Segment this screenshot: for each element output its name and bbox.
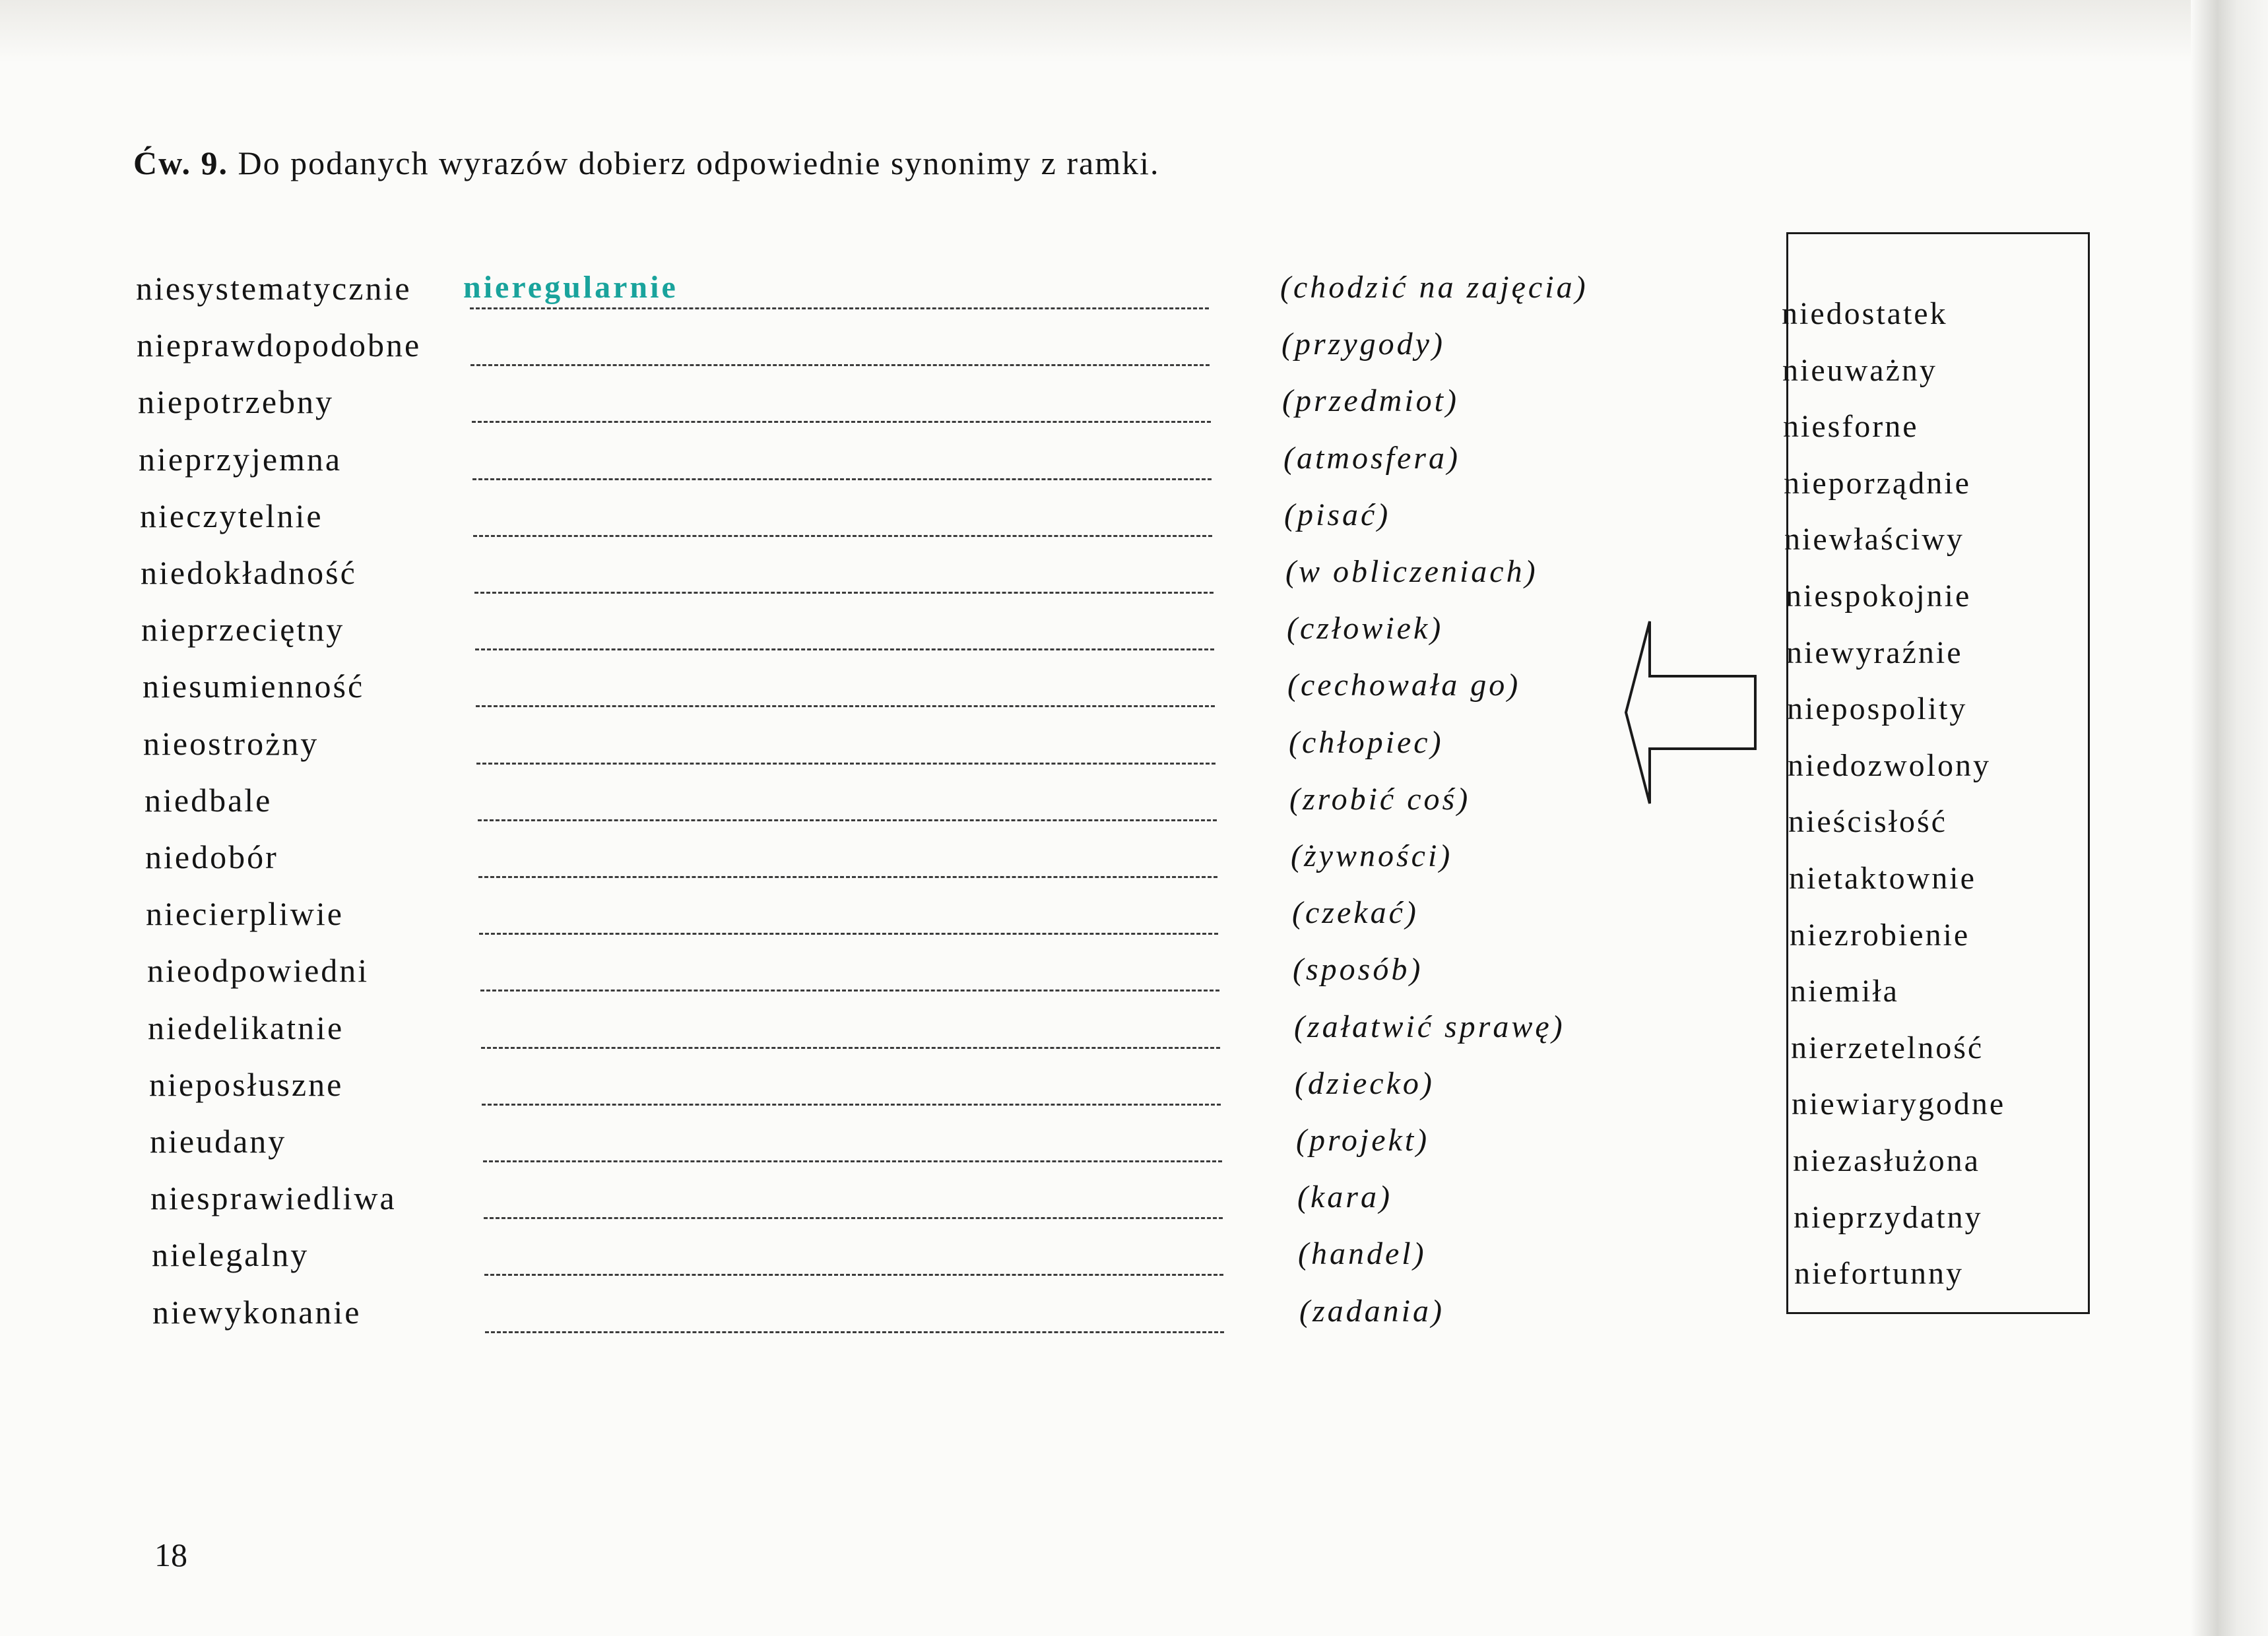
answer-blank[interactable] bbox=[484, 1274, 1223, 1276]
synonym-item: nierzetelność bbox=[1791, 1030, 1984, 1065]
source-word: nieodpowiedni bbox=[147, 952, 370, 989]
source-word: nieposłuszne bbox=[149, 1066, 344, 1103]
exercise-row bbox=[0, 1293, 1716, 1350]
context-hint: (sposób) bbox=[1293, 952, 1423, 987]
source-word: niedbale bbox=[145, 782, 273, 819]
synonym-item: niefortunny bbox=[1794, 1256, 1964, 1291]
answer-blank[interactable] bbox=[481, 1047, 1220, 1049]
scan-binding-shadow bbox=[2191, 0, 2268, 1636]
exercise-row bbox=[0, 1009, 1716, 1065]
source-word: niedelikatnie bbox=[148, 1009, 344, 1046]
source-word: nieprawdopodobne bbox=[137, 327, 422, 363]
context-hint: (człowiek) bbox=[1287, 611, 1444, 646]
answer-text: nieregularnie bbox=[463, 270, 678, 305]
answer-blank[interactable] bbox=[480, 990, 1219, 991]
context-hint: (dziecko) bbox=[1295, 1066, 1435, 1101]
answer-blank[interactable] bbox=[473, 535, 1212, 537]
answer-blank[interactable] bbox=[483, 1160, 1222, 1162]
context-hint: (załatwić sprawę) bbox=[1294, 1009, 1565, 1044]
answer-blank[interactable] bbox=[478, 819, 1217, 821]
context-hint: (atmosfera) bbox=[1283, 441, 1460, 476]
context-hint: (pisać) bbox=[1284, 497, 1391, 532]
context-hint: (kara) bbox=[1297, 1180, 1392, 1214]
context-hint: (handel) bbox=[1298, 1236, 1427, 1271]
exercise-row bbox=[0, 440, 1716, 497]
source-word: niepotrzebny bbox=[138, 383, 335, 420]
exercise-row bbox=[0, 951, 1716, 1008]
answer-blank[interactable] bbox=[479, 933, 1218, 935]
exercise-row bbox=[0, 383, 1716, 439]
synonym-item: niedostatek bbox=[1782, 296, 1948, 331]
synonym-item: niezasłużona bbox=[1793, 1143, 1980, 1178]
answer-blank[interactable] bbox=[475, 648, 1214, 650]
context-hint: (przedmiot) bbox=[1282, 383, 1459, 418]
source-word: niesystematycznie bbox=[136, 270, 412, 307]
exercise-row bbox=[0, 1179, 1716, 1236]
context-hint: (przygody) bbox=[1281, 327, 1445, 362]
source-word: nieudany bbox=[150, 1123, 287, 1160]
answer-blank[interactable] bbox=[472, 421, 1211, 423]
exercise-row bbox=[0, 1065, 1716, 1122]
synonym-item: niezrobienie bbox=[1790, 918, 1970, 953]
answer-blank[interactable] bbox=[485, 1331, 1224, 1333]
synonym-item: nieuważny bbox=[1782, 353, 1937, 388]
synonym-item: niesforne bbox=[1783, 409, 1919, 444]
synonym-item: niepospolity bbox=[1787, 691, 1968, 726]
exercise-row bbox=[0, 838, 1716, 895]
answer-blank[interactable] bbox=[484, 1217, 1223, 1219]
exercise-row bbox=[0, 667, 1716, 724]
source-word: niewykonanie bbox=[152, 1294, 362, 1331]
exercise-instruction: Do podanych wyrazów dobierz odpowiednie synonimy z ramki. bbox=[238, 144, 1160, 181]
context-hint: (projekt) bbox=[1296, 1123, 1430, 1158]
context-hint: (w obliczeniach) bbox=[1285, 554, 1538, 589]
source-word: nieostrożny bbox=[143, 725, 319, 762]
answer-blank[interactable] bbox=[476, 763, 1215, 765]
scan-top-edge bbox=[0, 0, 2268, 63]
exercise-row bbox=[0, 553, 1716, 610]
exercise-row bbox=[0, 724, 1716, 781]
source-word: niedokładność bbox=[141, 554, 357, 591]
synonym-item: niedozwolony bbox=[1788, 748, 1991, 783]
source-word: nieprzyjemna bbox=[139, 441, 342, 478]
synonym-item: niewłaściwy bbox=[1784, 522, 1964, 557]
answer-blank[interactable] bbox=[463, 270, 1209, 309]
answer-blank[interactable] bbox=[470, 364, 1210, 366]
source-word: nielegalny bbox=[152, 1236, 309, 1273]
answer-blank[interactable] bbox=[476, 705, 1215, 707]
context-hint: (czekać) bbox=[1292, 895, 1419, 930]
context-hint: (cechowała go) bbox=[1287, 668, 1521, 703]
page-number: 18 bbox=[154, 1536, 187, 1573]
context-hint: (zrobić coś) bbox=[1289, 782, 1471, 817]
source-word: nieczytelnie bbox=[140, 497, 323, 534]
exercise-title bbox=[133, 144, 1159, 182]
answer-blank[interactable] bbox=[474, 592, 1214, 594]
exercise-number: Ćw. 9. bbox=[133, 144, 228, 181]
exercise-row bbox=[0, 895, 1716, 951]
synonym-item: nieprzydatny bbox=[1794, 1200, 1983, 1235]
source-word: niedobór bbox=[145, 838, 278, 875]
exercise-row bbox=[0, 1122, 1716, 1179]
context-hint: (żywności) bbox=[1291, 838, 1453, 873]
exercise-row bbox=[0, 269, 1716, 326]
source-word: nieprzeciętny bbox=[141, 611, 345, 648]
exercise-row bbox=[0, 326, 1716, 383]
source-word: niesumienność bbox=[143, 668, 365, 705]
synonym-item: nietaktownie bbox=[1789, 861, 1976, 896]
context-hint: (chodzić na zajęcia) bbox=[1280, 270, 1588, 305]
context-hint: (zadania) bbox=[1299, 1294, 1444, 1329]
answer-blank[interactable] bbox=[478, 876, 1217, 878]
source-word: niesprawiedliwa bbox=[150, 1180, 397, 1216]
synonym-item: nieporządnie bbox=[1784, 466, 1971, 501]
answer-blank[interactable] bbox=[482, 1104, 1221, 1106]
synonym-item: niemiła bbox=[1790, 974, 1899, 1009]
exercise-row bbox=[0, 610, 1716, 667]
synonym-item: niewiarygodne bbox=[1792, 1086, 2006, 1121]
synonym-item: niespokojnie bbox=[1786, 579, 1972, 614]
exercise-row bbox=[0, 497, 1716, 553]
synonym-item: nieścisłość bbox=[1788, 804, 1947, 839]
source-word: niecierpliwie bbox=[146, 895, 344, 932]
synonym-item: niewyraźnie bbox=[1786, 635, 1963, 670]
exercise-row bbox=[0, 781, 1716, 838]
answer-blank[interactable] bbox=[472, 478, 1212, 480]
context-hint: (chłopiec) bbox=[1289, 725, 1444, 760]
left-arrow-outline-icon bbox=[1625, 620, 1757, 805]
exercise-row bbox=[0, 1236, 1716, 1292]
